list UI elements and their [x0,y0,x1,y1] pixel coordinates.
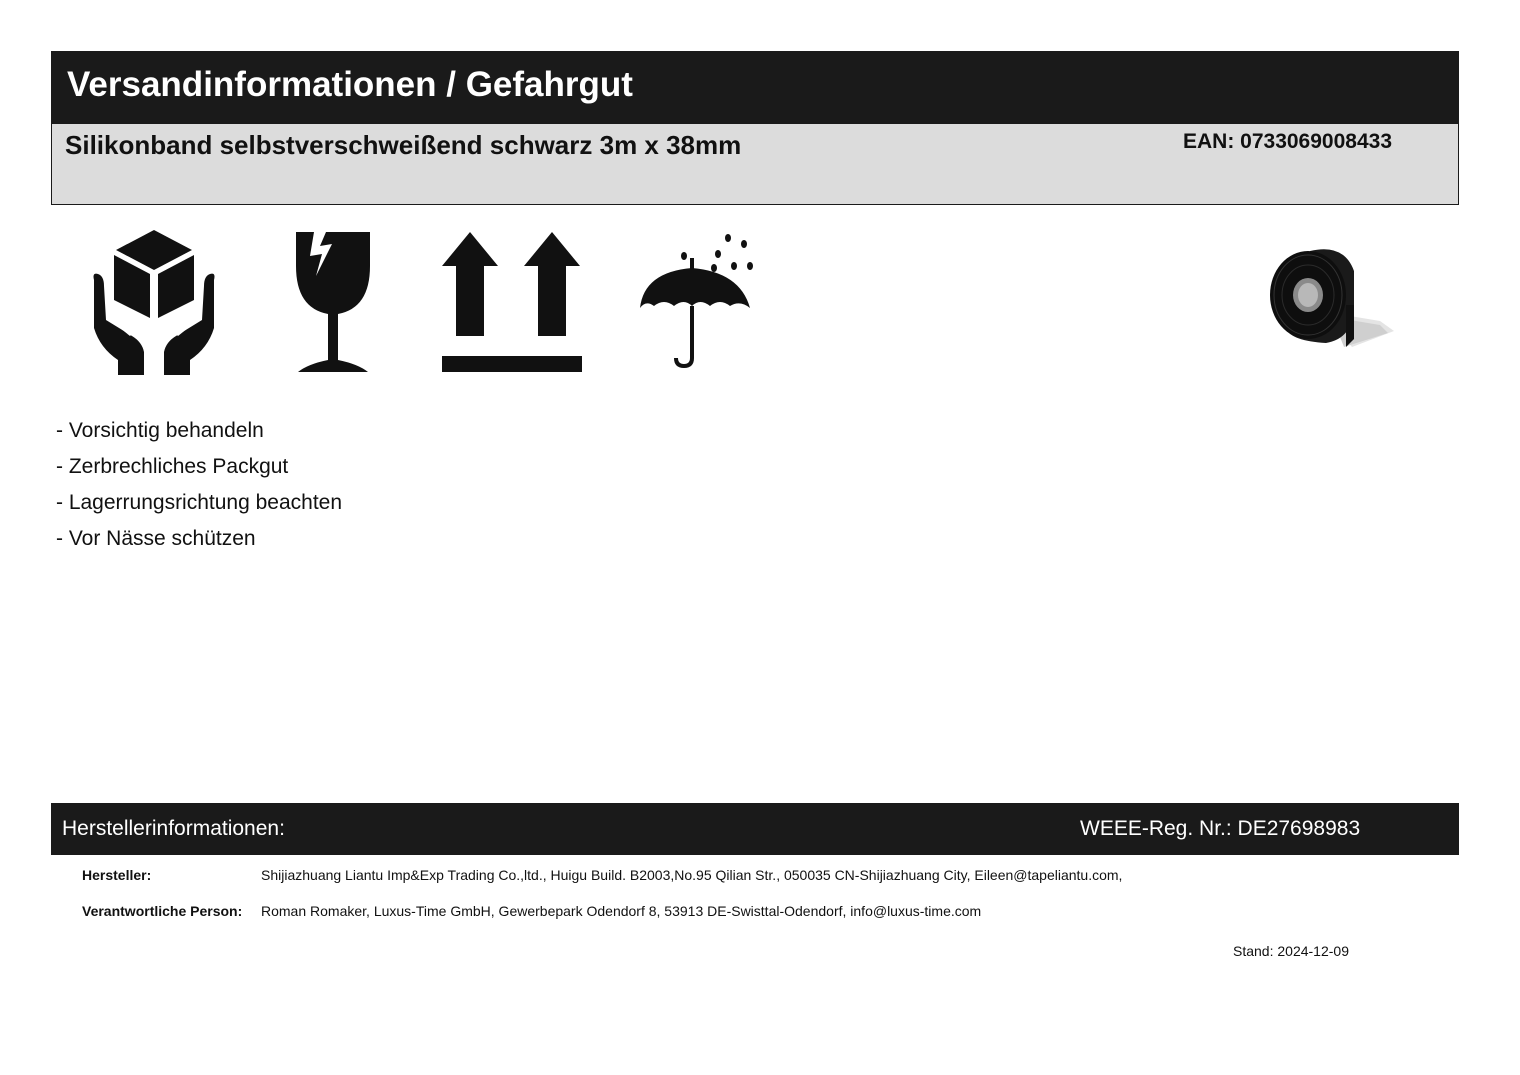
list-item: - Vor Nässe schützen [56,527,256,550]
handle-with-care-icon [90,228,218,378]
fragile-glass-icon [292,228,374,376]
list-item: - Vorsichtig behandeln [56,419,264,442]
responsible-person-value: Roman Romaker, Luxus-Time GmbH, Gewerbepark Odendorf 8, 53913 DE-Swisttal-Odendorf, info@luxus-time.com [261,903,982,919]
stand-date: Stand: 2024-12-09 [1233,943,1349,959]
hersteller-label: Hersteller: [82,867,152,883]
weee-registration: WEEE-Reg. Nr.: DE27698983 [1080,817,1361,840]
page-title: Versandinformationen / Gefahrgut [67,65,633,104]
product-name: Silikonband selbstverschweißend schwarz 3m x 38mm [65,130,742,160]
title-bar [51,51,1459,124]
handling-notes-list [56,413,342,557]
manufacturer-section-title: Herstellerinformationen: [62,817,285,840]
hersteller-value: Shijiazhuang Liantu Imp&Exp Trading Co.,ltd., Huigu Build. B2003,No.95 Qilian Str., 050035 CN-Shijiazhuang City, Eileen@tapeliantu.com, [261,867,1123,883]
product-image [1262,243,1402,355]
keep-dry-umbrella-icon [636,228,758,372]
ean-code: EAN: 0733069008433 [1183,130,1392,153]
list-item: - Lagerrungsrichtung beachten [56,491,343,514]
list-item: - Zerbrechliches Packgut [56,455,289,478]
responsible-person-label: Verantwortliche Person: [82,903,243,919]
manufacturer-bar [51,803,1459,855]
this-way-up-icon [440,230,584,374]
product-box [51,124,1459,205]
